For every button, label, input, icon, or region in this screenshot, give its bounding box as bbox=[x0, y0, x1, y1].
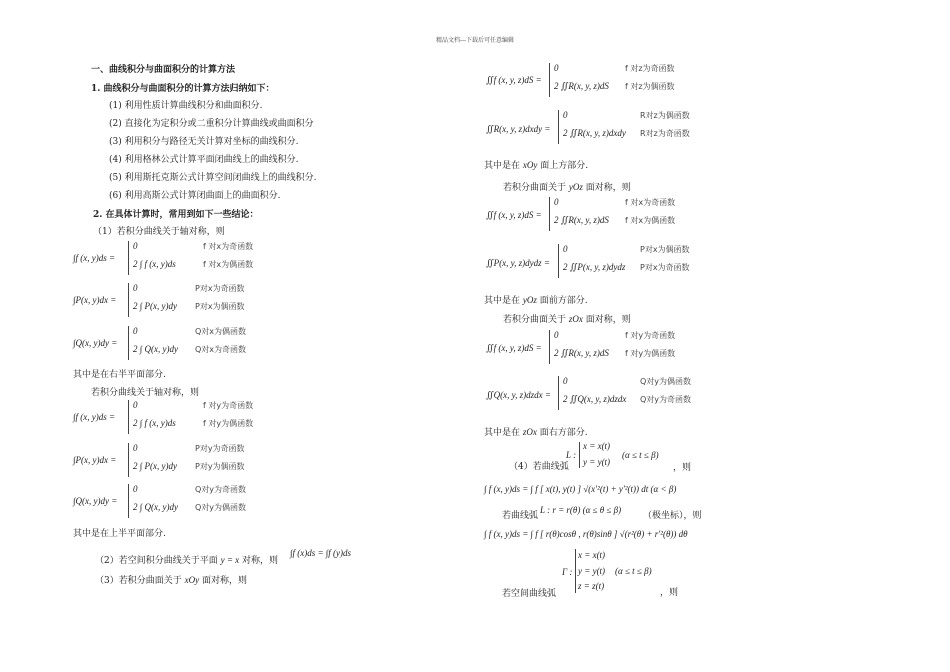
brace bbox=[575, 549, 576, 593]
yoz-plane: yOz bbox=[568, 182, 583, 192]
formula-case-two: 2 ∬P(x, y, z)dydz bbox=[563, 262, 626, 272]
formula-condition: f 对x为奇函数 bbox=[625, 198, 676, 207]
subsection-title: 1. 曲线积分与曲面积分的计算方法归纳如下： bbox=[91, 84, 275, 94]
formula-condition: P对x为偶函数 bbox=[640, 245, 690, 254]
t-range: (α ≤ t ≤ β) bbox=[622, 450, 659, 460]
x-param-eq: x = x(t) bbox=[583, 441, 611, 451]
formula-case-two: 2 ∫ f (x, y)ds bbox=[133, 418, 176, 428]
formula-condition: Q对x为奇函数 bbox=[195, 345, 247, 354]
brace bbox=[128, 484, 129, 518]
formula-case-zero: 0 bbox=[563, 110, 568, 120]
case-1b-text: 若积分曲线关于轴对称，则 bbox=[91, 388, 200, 398]
formula-condition: Q对x为偶函数 bbox=[195, 327, 247, 336]
formula-case-zero: 0 bbox=[133, 400, 138, 410]
case-2-formula: ∫f (x)ds = ∫f (y)ds bbox=[290, 548, 351, 558]
brace bbox=[558, 376, 559, 410]
polar-label: 若曲线弧 bbox=[502, 511, 539, 521]
formula-lhs: ∫Q(x, y)dy = bbox=[73, 338, 118, 348]
sym-zox-text bbox=[503, 312, 631, 325]
brace bbox=[128, 241, 129, 275]
formula-condition: f 对x为偶函数 bbox=[625, 216, 676, 225]
case-3-text bbox=[95, 573, 247, 586]
note-prefix: 其中是在 bbox=[484, 161, 521, 171]
brace bbox=[579, 442, 580, 468]
brace bbox=[558, 244, 559, 278]
formula-condition: R对z为奇函数 bbox=[640, 129, 690, 138]
plane-equation: y = x bbox=[220, 555, 240, 565]
brace bbox=[558, 110, 559, 144]
formula-case-zero: 0 bbox=[133, 484, 138, 494]
zox-plane: zOx bbox=[522, 427, 537, 437]
xoy-plane: xOy bbox=[184, 575, 200, 585]
note-prefix: 其中是在 bbox=[484, 296, 521, 306]
formula-lhs: ∬P(x, y, z)dydz = bbox=[486, 258, 550, 268]
subsection-title-2: 2. 在具体计算时，常用到如下一些结论： bbox=[93, 210, 259, 220]
formula-condition: Q对y为奇函数 bbox=[640, 395, 692, 404]
method-item: (4) 利用格林公式计算平面闭曲线上的曲线积分. bbox=[109, 155, 299, 165]
formula-condition: f 对y为奇函数 bbox=[625, 331, 676, 340]
brace bbox=[128, 400, 129, 434]
method-item: (3) 利用积分与路径无关计算对坐标的曲线积分. bbox=[109, 137, 299, 147]
formula-condition: f 对x为偶函数 bbox=[203, 260, 254, 269]
brace bbox=[128, 443, 129, 477]
section-title: 一、曲线积分与曲面积分的计算方法 bbox=[91, 65, 236, 75]
note-suffix: 面上方部分. bbox=[540, 161, 589, 171]
formula-condition: R对z为偶函数 bbox=[640, 111, 690, 120]
then-text: ，则 bbox=[673, 463, 692, 473]
sym-suffix: 面对称，则 bbox=[585, 183, 631, 193]
formula-case-zero: 0 bbox=[133, 443, 138, 453]
zox-plane: zOx bbox=[568, 314, 583, 324]
formula-case-zero: 0 bbox=[133, 283, 138, 293]
formula-condition: P对x为奇函数 bbox=[195, 284, 245, 293]
y-param-eq: y = y(t) bbox=[578, 566, 606, 576]
formula-case-zero: 0 bbox=[563, 376, 568, 386]
formula-lhs: ∬f (x, y, z)dS = bbox=[486, 343, 542, 353]
formula-condition: P对y为偶函数 bbox=[195, 462, 245, 471]
sym-prefix: 若积分曲面关于 bbox=[503, 315, 567, 325]
formula-case-zero: 0 bbox=[554, 63, 559, 73]
formula-case-two: 2 ∫ Q(x, y)dy bbox=[133, 344, 178, 354]
method-item: (1) 利用性质计算曲线积分和曲面积分. bbox=[109, 101, 263, 111]
formula-case-two: 2 ∬Q(x, y, z)dzdx bbox=[563, 394, 627, 404]
polar-suffix: （极坐标），则 bbox=[643, 511, 702, 521]
case-2-text bbox=[95, 553, 278, 566]
note-right-half: 其中是在右半平面部分. bbox=[73, 370, 166, 380]
formula-case-two: 2 ∬R(x, y, z)dS bbox=[554, 215, 609, 225]
formula-condition: P对y为奇函数 bbox=[195, 444, 245, 453]
space-curve-suffix: ，则 bbox=[660, 588, 679, 598]
polar-arc-length-formula: ∫ f (x, y)ds = ∫ f [ r(θ)cosθ , r(θ)sinθ ] √(r²(θ) + r′²(θ)) dθ bbox=[484, 529, 688, 539]
formula-case-zero: 0 bbox=[554, 330, 559, 340]
formula-lhs: ∫P(x, y)dx = bbox=[73, 455, 117, 465]
formula-condition: f 对y为奇函数 bbox=[203, 401, 254, 410]
note-prefix: 其中是在 bbox=[484, 428, 521, 438]
formula-case-zero: 0 bbox=[554, 197, 559, 207]
formula-condition: f 对y为偶函数 bbox=[203, 419, 254, 428]
formula-case-zero: 0 bbox=[133, 326, 138, 336]
method-item: (6) 利用高斯公式计算闭曲面上的曲面积分. bbox=[109, 191, 281, 201]
method-item: (5) 利用斯托克斯公式计算空间闭曲线上的曲线积分. bbox=[109, 173, 317, 183]
formula-lhs: ∫P(x, y)dx = bbox=[73, 295, 117, 305]
space-curve-label: 若空间曲线弧 bbox=[502, 589, 557, 599]
formula-condition: P对x为偶函数 bbox=[195, 302, 245, 311]
curve-L-label: L : bbox=[566, 450, 577, 460]
formula-lhs: ∬R(x, y, z)dxdy = bbox=[486, 124, 551, 134]
formula-case-two: 2 ∫ Q(x, y)dy bbox=[133, 502, 178, 512]
note-yoz bbox=[484, 293, 588, 306]
formula-lhs: ∬f (x, y, z)dS = bbox=[486, 75, 542, 85]
xoy-plane: xOy bbox=[522, 160, 538, 170]
polar-equation: L : r = r(θ) (α ≤ θ ≤ β) bbox=[540, 505, 622, 515]
note-suffix: 面前方部分. bbox=[539, 296, 588, 306]
case-4-text: （4）若曲线弧 bbox=[509, 462, 569, 472]
formula-condition: f 对x为奇函数 bbox=[203, 242, 254, 251]
method-item: (2) 直接化为定积分或二重积分计算曲线或曲面积分 bbox=[109, 119, 314, 129]
formula-condition: Q对y为偶函数 bbox=[195, 503, 247, 512]
formula-case-two: 2 ∫ P(x, y)dy bbox=[133, 301, 177, 311]
formula-condition: f 对y为偶函数 bbox=[625, 349, 676, 358]
formula-case-zero: 0 bbox=[133, 241, 138, 251]
formula-case-two: 2 ∫ P(x, y)dy bbox=[133, 461, 177, 471]
x-param-eq: x = x(t) bbox=[578, 550, 606, 560]
case-2-suffix: 对称，则 bbox=[242, 556, 279, 566]
formula-case-two: 2 ∫ f (x, y)ds bbox=[133, 259, 176, 269]
brace bbox=[549, 330, 550, 364]
brace bbox=[128, 326, 129, 360]
brace bbox=[549, 63, 550, 97]
brace bbox=[549, 197, 550, 231]
case-3-label: （3）若积分曲面关于 bbox=[95, 576, 182, 586]
formula-case-two: 2 ∬R(x, y, z)dS bbox=[554, 348, 609, 358]
note-zox bbox=[484, 425, 588, 438]
brace bbox=[128, 283, 129, 317]
formula-lhs: ∫f (x, y)ds = bbox=[73, 412, 116, 422]
formula-condition: Q对y为偶函数 bbox=[640, 377, 692, 386]
formula-condition: f 对z为偶函数 bbox=[625, 82, 675, 91]
z-param-eq: z = z(t) bbox=[578, 581, 605, 591]
formula-condition: Q对y为奇函数 bbox=[195, 485, 247, 494]
case-3-suffix: 面对称，则 bbox=[201, 576, 247, 586]
formula-lhs: ∬Q(x, y, z)dzdx = bbox=[486, 390, 551, 400]
formula-condition: P对x为奇函数 bbox=[640, 263, 690, 272]
note-xoy bbox=[484, 158, 588, 171]
note-upper-half: 其中是在上半平面部分. bbox=[73, 529, 166, 539]
param-arc-length-formula: ∫ f (x, y)ds = ∫ f [ x(t), y(t) ] √(x′²(t) + y′²(t)) dt (α < β) bbox=[484, 484, 677, 494]
curve-gamma-label: Γ : bbox=[562, 567, 573, 577]
formula-condition: f 对z为奇函数 bbox=[625, 64, 675, 73]
formula-case-two: 2 ∬R(x, y, z)dxdy bbox=[563, 128, 626, 138]
sym-prefix: 若积分曲面关于 bbox=[503, 183, 567, 193]
yoz-plane: yOz bbox=[522, 295, 537, 305]
case-2-label: （2）若空间积分曲线关于平面 bbox=[95, 556, 218, 566]
formula-lhs: ∫Q(x, y)dy = bbox=[73, 496, 118, 506]
sym-suffix: 面对称，则 bbox=[585, 315, 631, 325]
sym-yoz-text bbox=[503, 180, 631, 193]
formula-lhs: ∫f (x, y)ds = bbox=[73, 253, 116, 263]
formula-case-zero: 0 bbox=[563, 244, 568, 254]
note-suffix: 面右方部分. bbox=[539, 428, 588, 438]
case-1-text: （1）若积分曲线关于轴对称，则 bbox=[93, 227, 225, 237]
formula-case-two: 2 ∬R(x, y, z)dS bbox=[554, 81, 609, 91]
formula-lhs: ∬f (x, y, z)dS = bbox=[486, 210, 542, 220]
t-range: (α ≤ t ≤ β) bbox=[615, 566, 652, 576]
page-header: 精品文档---下载后可任意编辑 bbox=[435, 37, 515, 44]
y-param-eq: y = y(t) bbox=[583, 457, 611, 467]
